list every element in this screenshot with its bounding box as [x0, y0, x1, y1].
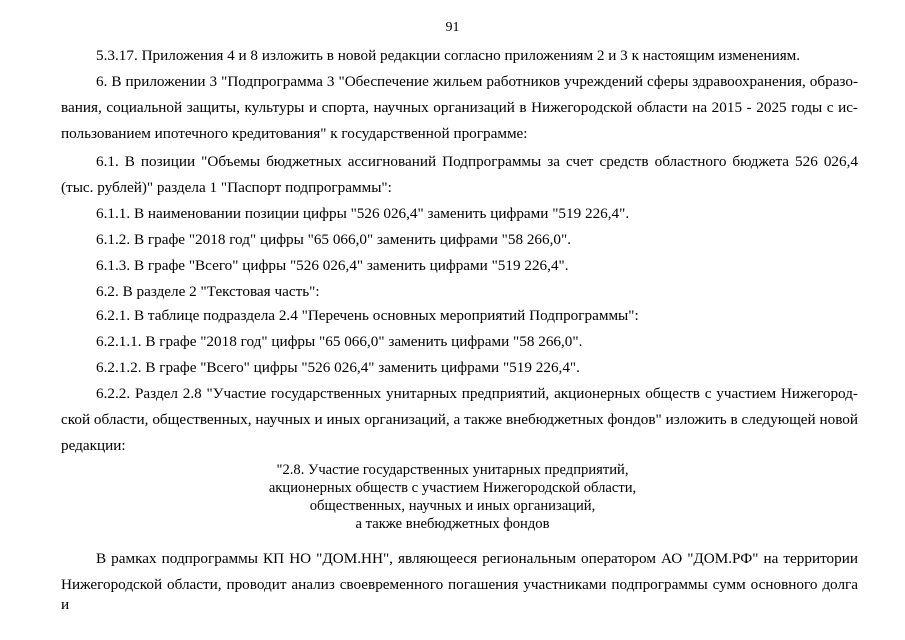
paragraph-6-1-3: 6.1.3. В графе "Всего" цифры "526 026,4" заменить цифрами "519 226,4".: [96, 257, 569, 274]
paragraph-6-1-line-2: (тыс. рублей)" раздела 1 "Паспорт подпрограммы":: [61, 179, 392, 196]
paragraph-final-line-1: В рамках подпрограммы КП НО "ДОМ.НН", являющееся региональным оператором АО "ДОМ.РФ" на территории: [96, 550, 858, 567]
heading-line-3: общественных, научных и иных организаций,: [309, 498, 596, 514]
paragraph-6-2-2-line-3: редакции:: [61, 437, 126, 454]
paragraph-6-2-1-2: 6.2.1.2. В графе "Всего" цифры "526 026,4" заменить цифрами "519 226,4".: [96, 359, 580, 376]
paragraph-6-2-2-line-1: 6.2.2. Раздел 2.8 "Участие государственных унитарных предприятий, акционерных обществ с участием Нижегород-: [96, 385, 858, 402]
paragraph-6-line-2: вания, социальной защиты, культуры и спорта, научных организаций в Нижегородской области на 2015 - 2025 годы с ис-: [61, 99, 858, 116]
paragraph-6-1-line-1: 6.1. В позиции "Объемы бюджетных ассигнований Подпрограммы за счет средств областного бюджета 526 026,4: [96, 153, 858, 170]
paragraph-6-line-3: пользованием ипотечного кредитования" к государственной программе:: [61, 125, 528, 142]
paragraph-6-1-1: 6.1.1. В наименовании позиции цифры "526 026,4" заменить цифрами "519 226,4".: [96, 205, 630, 222]
paragraph-5-3-17: 5.3.17. Приложения 4 и 8 изложить в новой редакции согласно приложениям 2 и 3 к настоящим изменениям.: [96, 47, 801, 64]
paragraph-6-2-1: 6.2.1. В таблице подраздела 2.4 "Перечень основных мероприятий Подпрограммы":: [96, 307, 639, 324]
heading-line-4: а также внебюджетных фондов: [355, 516, 550, 532]
heading-line-1: "2.8. Участие государственных унитарных предприятий,: [276, 462, 629, 478]
page-number: 91: [445, 20, 460, 35]
section-heading-2-8: [0, 461, 905, 533]
heading-line-2: акционерных обществ с участием Нижегородской области,: [268, 480, 637, 496]
paragraph-6-line-1: 6. В приложении 3 "Подпрограмма 3 "Обеспечение жильем работников учреждений сферы здравоохранения, образо-: [96, 73, 858, 90]
paragraph-6-2: 6.2. В разделе 2 "Текстовая часть":: [96, 283, 320, 300]
paragraph-6-2-1-1: 6.2.1.1. В графе "2018 год" цифры "65 066,0" заменить цифрами "58 266,0".: [96, 333, 583, 350]
paragraph-6-2-2-line-2: ской области, общественных, научных и иных организаций, а также внебюджетных фондов" изложить в следующей новой: [61, 411, 858, 428]
paragraph-final-line-2: Нижегородской области, проводит анализ своевременного погашения участниками подпрограммы сумм основного долга и: [61, 576, 858, 613]
paragraph-6-1-2: 6.1.2. В графе "2018 год" цифры "65 066,0" заменить цифрами "58 266,0".: [96, 231, 572, 248]
